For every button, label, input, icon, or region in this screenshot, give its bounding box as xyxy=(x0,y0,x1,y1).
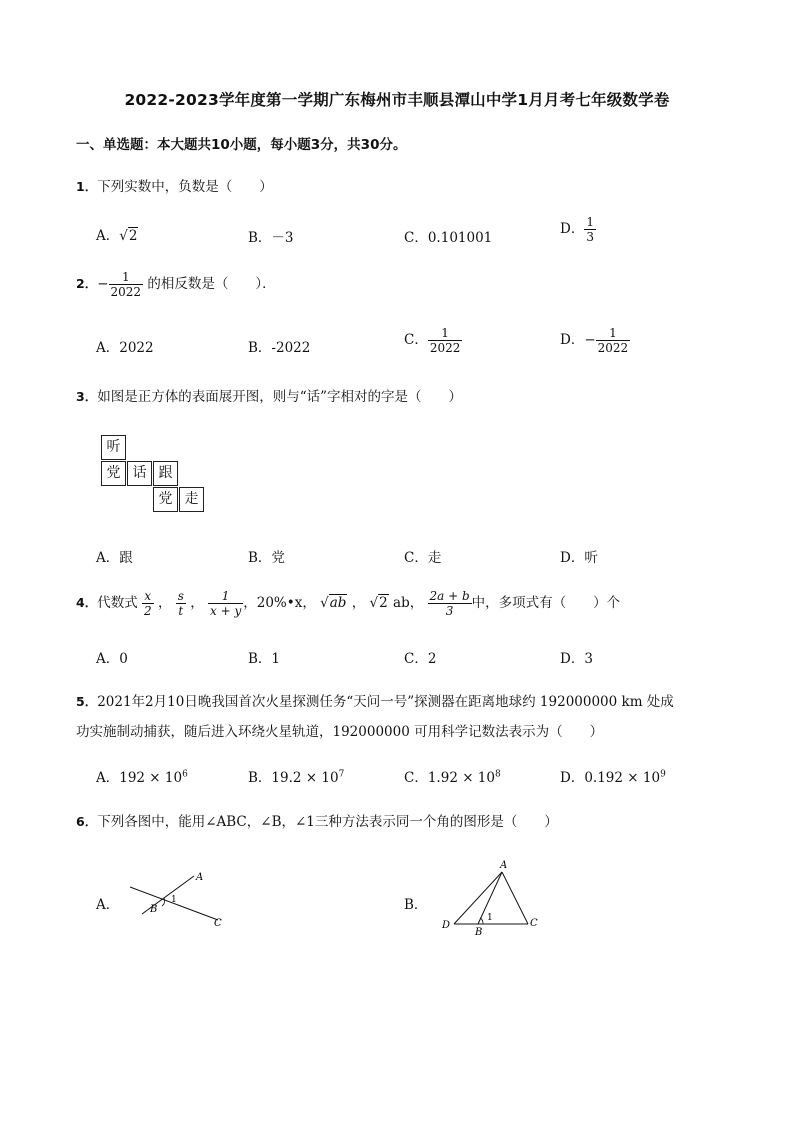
exponent: 8 xyxy=(494,769,501,780)
separator: ， xyxy=(243,595,257,611)
q6-figure-b xyxy=(436,856,546,940)
net-cell: 话 xyxy=(127,461,152,486)
option-label: D． xyxy=(560,332,585,348)
label-a: A xyxy=(196,872,204,883)
q6-option-a[interactable]: A． xyxy=(96,897,120,913)
option-label: C． xyxy=(404,332,428,348)
numerator: 1 xyxy=(586,215,594,229)
label-a: A xyxy=(500,860,508,871)
option-label: A． xyxy=(96,340,120,356)
option-label: D． xyxy=(560,221,585,237)
q4-option-c[interactable]: C．2 xyxy=(404,651,437,667)
q1-option-b[interactable] xyxy=(248,226,294,246)
question-number: 3． xyxy=(76,389,98,404)
minus-sign: − xyxy=(97,276,109,292)
option-base: 0.192 × 10 xyxy=(584,770,661,786)
minus-sign: − xyxy=(584,332,596,348)
fraction xyxy=(176,589,186,618)
fraction xyxy=(208,589,243,618)
label-angle-1: 1 xyxy=(171,895,177,905)
question-4 xyxy=(76,586,620,620)
question-number: 2． xyxy=(76,276,98,291)
line-da xyxy=(454,872,502,924)
question-stem: 如图是正方体的表面展开图，则与“话”字相对的字是（ ） xyxy=(97,389,463,405)
stem-suffix: 中，多项式有（ ）个 xyxy=(471,595,621,611)
question-number: 4． xyxy=(76,595,98,610)
q1-option-c[interactable] xyxy=(404,226,492,246)
exponent: 9 xyxy=(660,769,666,780)
denominator: 3 xyxy=(586,230,594,244)
q3-option-b[interactable]: B．党 xyxy=(248,550,285,566)
option-text: 2022 xyxy=(119,340,154,356)
numerator: x xyxy=(144,589,152,603)
q4-option-d[interactable]: D．3 xyxy=(560,651,593,667)
section-heading: 一、单选题：本大题共10小题，每小题3分，共30分。 xyxy=(76,137,407,153)
net-cell: 跟 xyxy=(153,461,178,486)
sqrt-expression: √ab xyxy=(320,595,347,611)
net-cell: 党 xyxy=(153,487,178,512)
q3-option-d[interactable]: D．听 xyxy=(560,550,598,566)
option-base: 192 × 10 xyxy=(119,770,183,786)
q3-option-a[interactable]: A．跟 xyxy=(96,550,133,566)
numerator: 1 xyxy=(609,326,617,340)
exam-title: 2022-2023学年度第一学期广东梅州市丰顺县潭山中学1月月考七年级数学卷 xyxy=(124,91,670,109)
q2-option-d[interactable] xyxy=(560,326,630,355)
fraction xyxy=(584,215,596,244)
denominator: 3 xyxy=(428,603,472,618)
option-label: A． xyxy=(96,228,120,244)
numerator: 1 xyxy=(121,270,130,284)
numerator: 1 xyxy=(221,589,230,603)
q5-option-c[interactable] xyxy=(404,766,501,786)
numerator: s xyxy=(177,589,184,603)
question-number: 1． xyxy=(76,179,98,194)
q2-option-b[interactable] xyxy=(248,336,310,356)
option-label: C． xyxy=(404,770,428,786)
net-cell: 走 xyxy=(179,487,204,512)
term: ab， xyxy=(388,595,424,611)
question-2 xyxy=(76,270,276,299)
fraction xyxy=(428,326,463,355)
label-angle-1: 1 xyxy=(487,913,493,923)
fraction xyxy=(596,326,631,355)
q2-option-a[interactable] xyxy=(96,336,154,356)
question-stem: 的相反数是（ ）． xyxy=(143,276,276,292)
option-label: A． xyxy=(96,770,120,786)
question-number: 5． xyxy=(76,694,98,709)
question-stem: 下列各图中，能用∠ABC，∠B，∠1三种方法表示同一个角的图形是（ ） xyxy=(97,814,558,830)
option-label: C． xyxy=(404,230,428,246)
radicand: 2 xyxy=(379,595,388,611)
label-d: D xyxy=(442,920,451,931)
separator: ， xyxy=(190,595,204,611)
q3-option-c[interactable]: C．走 xyxy=(404,550,442,566)
question-5-line2: 功实施制动捕获，随后进入环绕火星轨道，192000000 可用科学记数法表示为（ ） xyxy=(76,724,604,740)
sqrt-expression: √2 xyxy=(119,228,138,244)
q2-option-c[interactable] xyxy=(404,326,462,355)
q5-option-b[interactable] xyxy=(248,766,344,786)
q1-option-a[interactable] xyxy=(96,224,138,244)
denominator: 2 xyxy=(144,604,152,618)
option-base: 1.92 × 10 xyxy=(427,770,495,786)
q4-option-a[interactable]: A．0 xyxy=(96,651,128,667)
line-ac xyxy=(502,872,528,924)
q5-option-d[interactable] xyxy=(560,766,666,786)
denominator: t xyxy=(176,603,186,618)
option-label: D． xyxy=(560,770,585,786)
option-text: －3 xyxy=(271,230,294,246)
question-3 xyxy=(76,385,462,405)
exponent: 6 xyxy=(182,769,188,780)
term: 20%•x， xyxy=(256,595,316,611)
question-6 xyxy=(76,810,558,830)
fraction xyxy=(142,589,154,618)
label-c: C xyxy=(530,918,538,929)
q6-option-b[interactable]: B． xyxy=(404,897,428,913)
denominator: 2022 xyxy=(429,341,461,355)
net-cell: 听 xyxy=(101,435,126,460)
question-1 xyxy=(76,175,273,195)
label-b: B xyxy=(150,904,158,915)
question-5 xyxy=(76,690,674,710)
label-c: C xyxy=(214,918,222,929)
option-label: B． xyxy=(248,340,272,356)
denominator: x + y xyxy=(210,604,242,618)
option-label: B． xyxy=(248,230,272,246)
label-b: B xyxy=(475,927,483,938)
option-label: B． xyxy=(248,770,272,786)
question-stem: 下列实数中，负数是（ ） xyxy=(97,179,273,195)
exponent: 7 xyxy=(338,769,345,780)
radicand: ab xyxy=(329,595,347,611)
question-number: 6． xyxy=(76,814,98,829)
q5-option-a[interactable] xyxy=(96,766,188,786)
q4-option-b[interactable]: B．1 xyxy=(248,651,281,667)
option-base: 19.2 × 10 xyxy=(271,770,339,786)
net-cell: 党 xyxy=(101,461,126,486)
fraction xyxy=(428,589,472,618)
question-stem-line1: 2021年2月10日晚我国首次火星探测任务“天问一号”探测器在距离地球约 192000000 km 处成 xyxy=(97,694,674,710)
q6-figure-a xyxy=(122,866,232,932)
denominator: 2022 xyxy=(110,285,142,299)
numerator: 1 xyxy=(441,326,449,340)
separator: ， xyxy=(157,595,172,611)
fraction xyxy=(109,270,144,299)
denominator: 2022 xyxy=(597,341,629,355)
option-text: 0.101001 xyxy=(427,230,493,246)
numerator: 2a + b xyxy=(429,589,470,603)
separator: ， xyxy=(351,595,366,611)
radicand: 2 xyxy=(128,228,138,244)
q1-option-d[interactable] xyxy=(560,215,596,244)
stem-prefix: 代数式 xyxy=(97,595,138,611)
option-text: -2022 xyxy=(271,340,311,356)
sqrt-expression: √2 xyxy=(369,595,388,611)
